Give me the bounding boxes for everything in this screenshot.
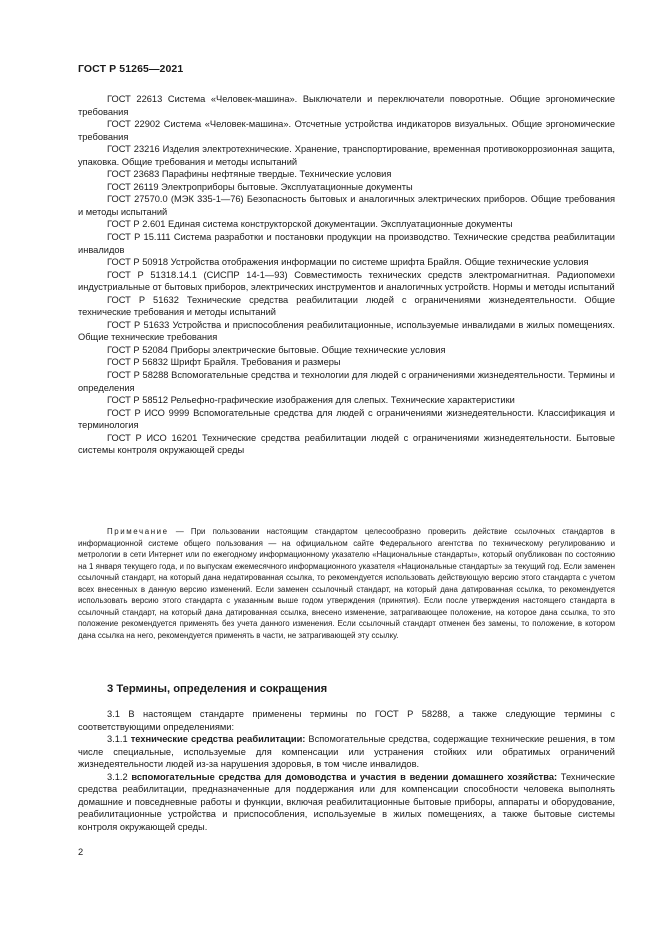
note-label: Примечание	[107, 527, 169, 536]
reference-item: ГОСТ 22613 Система «Человек-машина». Выключатели и переключатели поворотные. Общие эргономические требования	[78, 94, 615, 117]
reference-item: ГОСТ Р 51632 Технические средства реабилитации людей с ограничениями жизнедеятельности. Общие технические требования и методы испытаний	[78, 294, 615, 318]
note-block	[78, 526, 615, 641]
page-header: ГОСТ Р 51265—2021	[78, 63, 184, 75]
reference-item: ГОСТ Р 58512 Рельефно-графические изображения для слепых. Технические характеристики	[107, 395, 515, 406]
note-text: — При пользовании настоящим стандартом целесообразно проверить действие ссылочных стандартов в информационной системе общего пользования — на официальном сайте Федерального агентства по техническому регулированию и метрологии в сети Интернет или по ежегодному информационному указателю «Национальные стандарты», который опубликован по состоянию на 1 января текущего года, и по выпускам ежемесячного информационного указателя «Национальные стандарты» за текущий год. Если заменен ссылочный стандарт, на который дана недатированная ссылка, то рекомендуется использовать действующую версию этого стандарта с учетом всех внесенных в данную версию изменений. Если заменен ссылочный стандарт, на который дана датированная ссылка, то рекомендуется использовать версию этого стандарта с указанным выше годом утверждения (принятия). Если после утверждения настоящего стандарта в ссылочный стандарт, на который дана датированная ссылка, внесено изменение, затрагивающее положение, на которое дана ссылка, то это положение рекомендуется применять без учета данного изменения. Если ссылочный стандарт отменен без замены, то положение, в котором дана ссылка на него, рекомендуется применять в части, не затрагивающей эту ссылку.	[78, 527, 615, 640]
term-name: технические средства реабилитации:	[130, 734, 306, 745]
clause-number: 3.1.2	[107, 771, 132, 782]
section-heading: 3 Термины, определения и сокращения	[107, 683, 328, 695]
note-paragraph	[78, 526, 615, 641]
page-number: 2	[78, 847, 84, 857]
reference-item: ГОСТ Р 51318.14.1 (СИСПР 14-1—93) Совместимость технических средств электромагнитная. Радиопомехи индустриальные от бытовых приборов, электрических инструментов и аналогичных устройств. Нормы и методы испытаний	[78, 269, 615, 293]
reference-list	[78, 93, 615, 457]
reference-item: ГОСТ 22902 Система «Человек-машина». Отсчетные устройства индикаторов визуальных. Общие эргономические требования	[78, 119, 615, 142]
reference-item: ГОСТ Р ИСО 9999 Вспомогательные средства для людей с ограничениями жизнедеятельности. Классификация и терминология	[78, 407, 615, 431]
paragraph-3-1: 3.1 В настоящем стандарте применены термины по ГОСТ Р 58288, а также следующие термины с соответствующими определениями:	[78, 709, 615, 732]
section-body	[78, 708, 615, 833]
reference-item: ГОСТ 23216 Изделия электротехнические. Хранение, транспортирование, временная противокоррозионная защита, упаковка. Общие требования и методы испытаний	[78, 144, 615, 167]
reference-item: ГОСТ Р 15.111 Система разработки и постановки продукции на производство. Технические средства реабилитации инвалидов	[78, 232, 615, 255]
paragraph-3-1-2	[78, 771, 615, 834]
reference-item: ГОСТ 26119 Электроприборы бытовые. Эксплуатационные документы	[107, 181, 413, 192]
reference-item: ГОСТ Р 52084 Приборы электрические бытовые. Общие технические условия	[107, 344, 446, 355]
clause-number: 3.1.1	[107, 734, 131, 745]
reference-item: ГОСТ Р 2.601 Единая система конструкторской документации. Эксплуатационные документы	[107, 219, 513, 230]
term-definition: Вспомогательные средства, содержащие технические решения, в том числе специальные, используемые для компенсации или устранения стойких или обратимых ограничений жизнедеятельности людей из-за нарушения здоровья, в том числе инвалидов.	[78, 734, 615, 770]
reference-item: ГОСТ 27570.0 (МЭК 335-1—76) Безопасность бытовых и аналогичных электрических приборов. Общие требования и методы испытаний	[78, 194, 615, 217]
reference-item: ГОСТ Р ИСО 16201 Технические средства реабилитации людей с ограничениями жизнедеятельности. Бытовые системы контроля окружающей среды	[78, 432, 615, 456]
term-definition: Технические средства реабилитации, предназначенные для поддержания или для компенсации способности человека выполнять домашние и повседневные работы и функции, включая реабилитационные бытовые приборы, аппараты и оборудование, реабилитационные устройства и приспособления, используемые в жилых помещениях, а также бытовые системы контроля окружающей среды.	[78, 771, 615, 832]
reference-item: ГОСТ Р 56832 Шрифт Брайля. Требования и размеры	[107, 357, 341, 368]
paragraph-3-1-1	[78, 733, 615, 771]
reference-item: ГОСТ Р 50918 Устройства отображения информации по системе шрифта Брайля. Общие технические условия	[107, 257, 589, 268]
reference-item: ГОСТ Р 51633 Устройства и приспособления реабилитационные, используемые инвалидами в жилых помещениях. Общие технические требования	[78, 319, 615, 343]
reference-item: ГОСТ Р 58288 Вспомогательные средства и технологии для людей с ограничениями жизнедеятельности. Термины и определения	[78, 370, 615, 393]
term-name: вспомогательные средства для домоводства и участия в ведении домашнего хозяйства:	[131, 771, 558, 782]
reference-item: ГОСТ 23683 Парафины нефтяные твердые. Технические условия	[107, 169, 392, 180]
